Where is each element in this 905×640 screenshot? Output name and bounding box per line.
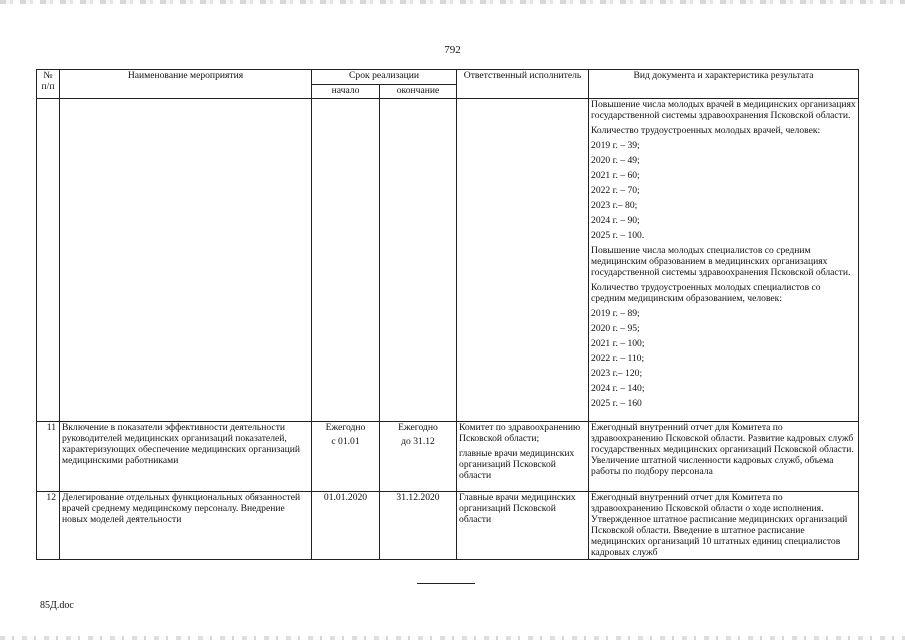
result-line: 2022 г. – 70; [591, 185, 640, 196]
start-line: с 01.01 [331, 436, 360, 447]
footer-divider [417, 583, 475, 584]
cell-result [589, 99, 859, 422]
cell-start: 01.01.2020 [312, 492, 380, 560]
result-line: 2020 г. – 49; [591, 155, 640, 166]
cell-executor: Главные врачи медицинских организаций Псковской области [457, 492, 589, 560]
header-activity-name: Наименование мероприятия [60, 70, 312, 99]
end-line: Ежегодно [398, 422, 438, 433]
cell-number: 11 [37, 422, 60, 492]
result-line: 2025 г. – 160 [591, 398, 642, 409]
cell-start [312, 422, 380, 492]
scan-edge-top [0, 0, 905, 4]
result-line: 2021 г. – 60; [591, 170, 640, 181]
result-line: Количество трудоустроенных молодых специалистов со средним медицинским образованием, человек: [591, 282, 821, 304]
result-line: 2020 г. – 95; [591, 323, 640, 334]
result-line: 2024 г. – 90; [591, 215, 640, 226]
result-line: 2021 г. – 100; [591, 338, 645, 349]
cell-activity-name [60, 99, 312, 422]
table-row-continuation [37, 99, 859, 422]
executor-line: главные врачи медицинских организаций Псковской области [459, 448, 575, 481]
cell-result: Ежегодный внутренний отчет для Комитета по здравоохранению Псковской области о ходе исполнения. Утвержденное штатное расписание медицинских организаций Псковской области. Введение в штатное расписание медицинских организаций 10 штатных единиц специалистов кадровых служб [589, 492, 859, 560]
cell-number: 12 [37, 492, 60, 560]
result-line: 2023 г.– 120; [591, 368, 643, 379]
cell-activity-name: Включение в показатели эффективности деятельности руководителей медицинских организаций показателей, характеризующих обеспечение медицинских организаций медицинскими работниками [60, 422, 312, 492]
result-line: Количество трудоустроенных молодых врачей, человек: [591, 125, 821, 136]
result-line: 2022 г. – 110; [591, 353, 645, 364]
cell-end: 31.12.2020 [380, 492, 457, 560]
result-line: 2019 г. – 89; [591, 308, 640, 319]
table-row [37, 422, 859, 492]
cell-executor [457, 99, 589, 422]
cell-result: Ежегодный внутренний отчет для Комитета по здравоохранению Псковской области. Развитие кадровых служб государственных медицинских организаций Псковской области. Увеличение штатной численности кадровых служб, объема работы по подбору персонала [589, 422, 859, 492]
end-line: до 31.12 [401, 436, 435, 447]
header-end: окончание [380, 85, 457, 99]
activities-table [36, 69, 859, 560]
result-line: 2024 г. – 140; [591, 383, 645, 394]
result-line: 2019 г. – 39; [591, 140, 640, 151]
header-executor: Ответственный исполнитель [457, 70, 589, 99]
header-result: Вид документа и характеристика результата [589, 70, 859, 99]
document-code: 85Д.doc [40, 600, 74, 611]
cell-start [312, 99, 380, 422]
cell-activity-name: Делегирование отдельных функциональных обязанностей врачей среднему медицинскому персоналу. Внедрение новых моделей деятельности [60, 492, 312, 560]
result-line: 2025 г. – 100. [591, 230, 645, 241]
table-row [37, 492, 859, 560]
executor-line: Комитет по здравоохранению Псковской области; [459, 422, 581, 444]
result-line: Повышение числа молодых специалистов со средним медицинским образованием в медицинских организациях государственной системы здравоохранения Псковской области. [591, 245, 851, 278]
cell-executor [457, 422, 589, 492]
cell-number [37, 99, 60, 422]
page-number: 792 [444, 44, 461, 56]
result-line: 2023 г.– 80; [591, 200, 638, 211]
start-line: Ежегодно [325, 422, 366, 433]
header-number: № п/п [37, 70, 60, 99]
cell-end [380, 99, 457, 422]
scan-edge-bottom [0, 636, 905, 640]
cell-end [380, 422, 457, 492]
header-period: Срок реализации [312, 70, 457, 85]
header-start: начало [312, 85, 380, 99]
result-line: Повышение числа молодых врачей в медицинских организациях государственной системы здравоохранения Псковской области. [591, 99, 856, 121]
